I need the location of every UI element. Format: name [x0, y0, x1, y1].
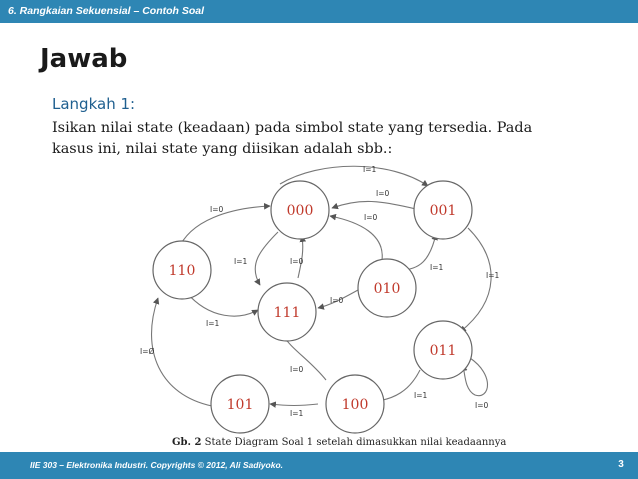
edge-label-000-111: I=1 [234, 257, 248, 266]
step-paragraph: Isikan nilai state (keadaan) pada simbol state yang tersedia. Pada kasus ini, nilai state yang diisikan adalah sbb.: [52, 120, 533, 157]
edge-label-000-001: I=1 [363, 165, 377, 174]
edge-label-001-011: I=1 [486, 271, 500, 280]
edge-label-110-000: I=0 [210, 205, 224, 214]
figure-caption-text: State Diagram Soal 1 setelah dimasukkan nilai keadaannya [204, 437, 507, 448]
state-000-label: 000 [286, 203, 314, 219]
edge-label-111-000: I=0 [290, 257, 304, 266]
step-title: Langkah 1: [52, 95, 136, 113]
edge-label-011-self: I=0 [475, 401, 489, 410]
edge-label-011-100: I=1 [414, 391, 428, 400]
figure-caption [172, 437, 506, 448]
state-100-label: 100 [341, 397, 369, 413]
edge-label-010-111: I=0 [330, 296, 344, 305]
edge-label-100-101: I=1 [290, 409, 304, 418]
edge-001-000 [332, 201, 420, 210]
edge-100-101 [270, 404, 318, 406]
slide-heading: Jawab [40, 44, 128, 74]
state-101-label: 101 [226, 397, 254, 413]
figure-caption-label: Gb. 2 [172, 437, 202, 448]
edge-label-001-000: I=0 [376, 189, 390, 198]
header-bar [0, 0, 638, 23]
state-001-label: 001 [429, 203, 457, 219]
state-diagram [130, 160, 510, 450]
footer-bar [0, 452, 638, 479]
edge-101-110 [152, 298, 212, 406]
edge-label-010-001: I=1 [430, 263, 444, 272]
edge-label-100-111: I=0 [290, 365, 304, 374]
page-number: 3 [618, 459, 624, 470]
state-111-label: 111 [273, 305, 301, 321]
state-011-label: 011 [429, 343, 457, 359]
footer-copyright: IIE 303 – Elektronika Industri. Copyrights © 2012, Ali Sadiyoko. [30, 460, 283, 470]
header-title: 6. Rangkaian Sekuensial – Contoh Soal [8, 5, 205, 17]
state-010-label: 010 [373, 281, 401, 297]
edge-label-101-110: I=Ø [140, 347, 155, 356]
state-110-label: 110 [168, 263, 196, 279]
edge-label-010-000: I=0 [364, 213, 378, 222]
edge-label-110-111: I=1 [206, 319, 220, 328]
edge-010-000 [330, 216, 382, 260]
edge-000-111 [255, 232, 278, 285]
edge-001-011 [460, 228, 491, 332]
